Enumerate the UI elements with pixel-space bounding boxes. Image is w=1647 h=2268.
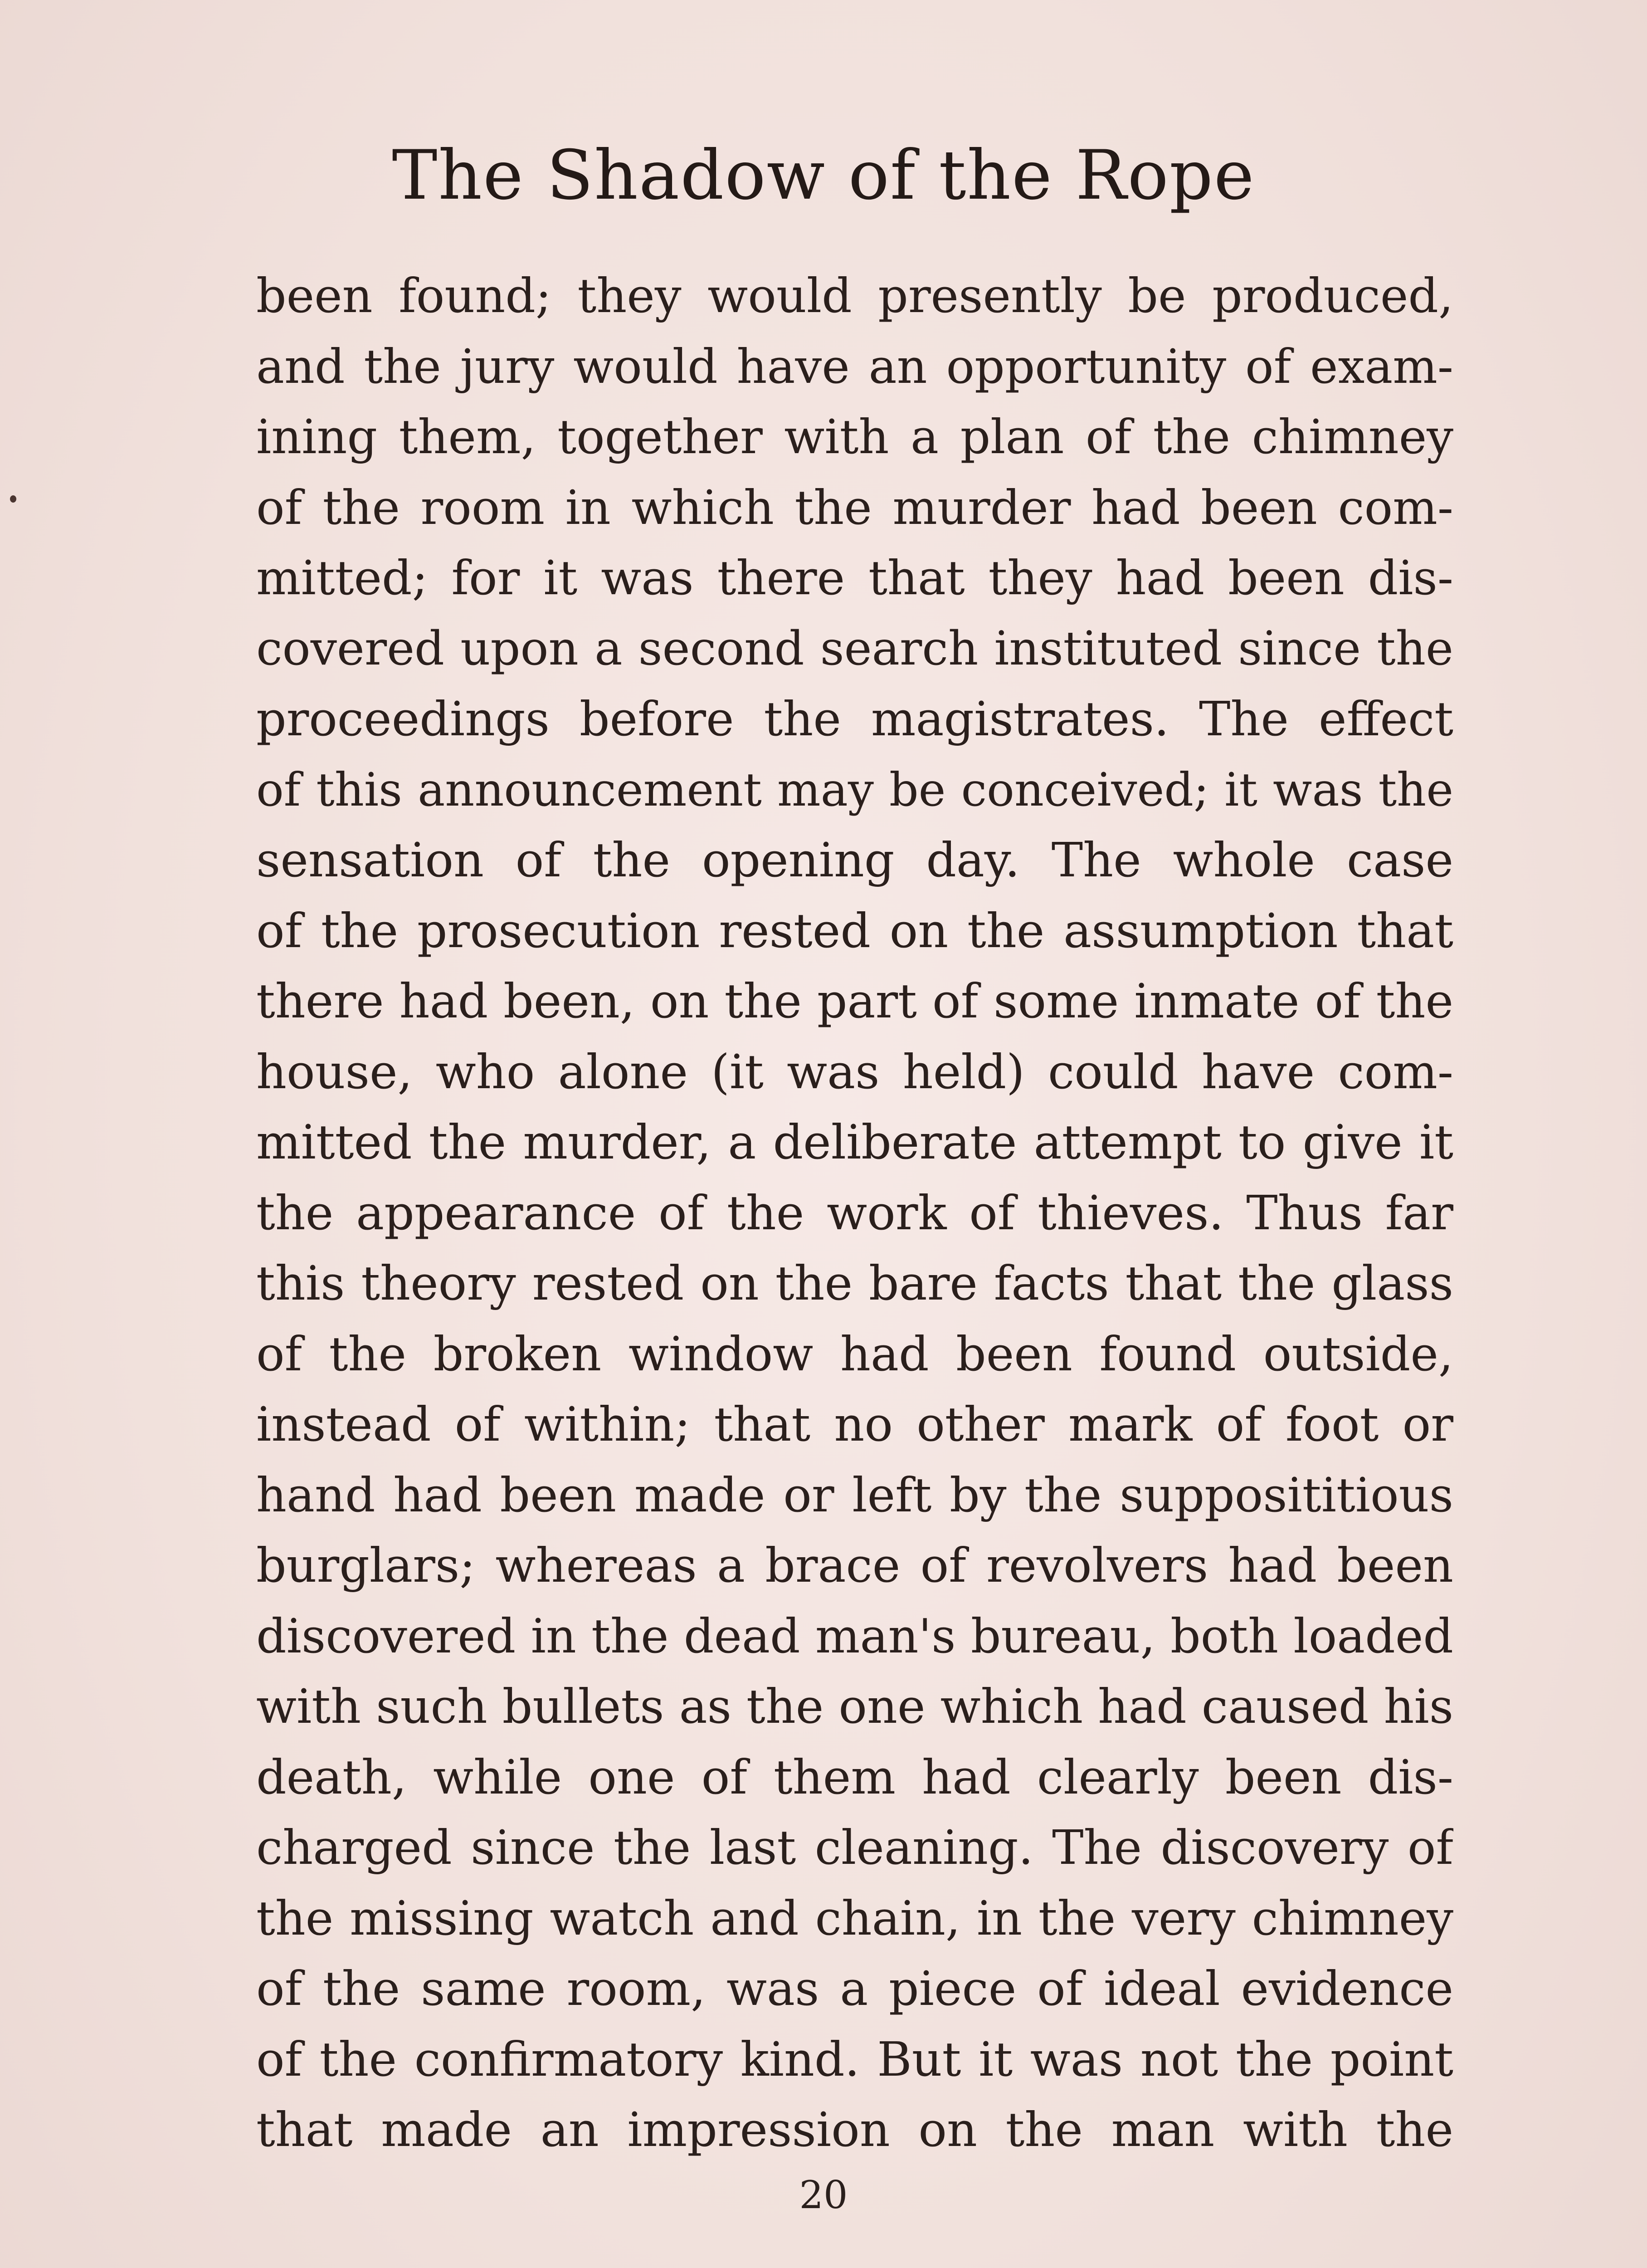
text-line: of the broken window had been found outside, (256, 1326, 1453, 1382)
running-head: The Shadow of the Rope (392, 136, 1255, 215)
text-line: there had been, on the part of some inmate of the (256, 973, 1453, 1029)
text-line: sensation of the opening day. The whole case (256, 832, 1453, 888)
text-line: covered upon a second search instituted since the (256, 621, 1453, 676)
text-line: the missing watch and chain, in the very chimney (256, 1890, 1453, 1946)
text-line: of this announcement may be conceived; it was the (256, 763, 1453, 816)
text-line: hand had been made or left by the supposititious (256, 1467, 1453, 1523)
text-line: with such bullets as the one which had caused his (256, 1679, 1453, 1734)
text-line: instead of within; that no other mark of foot or (256, 1397, 1453, 1452)
text-line: of the same room, was a piece of ideal evidence (256, 1961, 1453, 2016)
text-line: and the jury would have an opportunity of exam- (256, 338, 1453, 394)
text-line: been found; they would presently be produced, (256, 268, 1453, 323)
text-line: that made an impression on the man with the (256, 2102, 1453, 2157)
text-line: ining them, together with a plan of the chimney (256, 409, 1453, 464)
text-line: discovered in the dead man's bureau, both loaded (256, 1608, 1453, 1664)
text-line: house, who alone (it was held) could have com- (256, 1044, 1453, 1100)
ink-speck (10, 495, 16, 503)
text-line: of the room in which the murder had been com- (256, 479, 1453, 535)
text-line: death, while one of them had clearly been dis- (256, 1749, 1453, 1805)
text-line: of the prosecution rested on the assumption that (256, 903, 1453, 958)
text-line: mitted; for it was there that they had been dis- (256, 550, 1453, 606)
text-line: of the confirmatory kind. But it was not the point (256, 2031, 1453, 2087)
text-line: the appearance of the work of thieves. Thus far (256, 1185, 1453, 1241)
page-number: 20 (799, 2173, 848, 2217)
text-line: mitted the murder, a deliberate attempt to give it (256, 1114, 1453, 1170)
text-line: proceedings before the magistrates. The effect (256, 691, 1453, 747)
text-line: this theory rested on the bare facts that the glass (256, 1256, 1453, 1311)
text-line: charged since the last cleaning. The discovery of (256, 1820, 1453, 1875)
text-line: burglars; whereas a brace of revolvers had been (256, 1538, 1453, 1593)
body-text (256, 261, 1453, 2165)
